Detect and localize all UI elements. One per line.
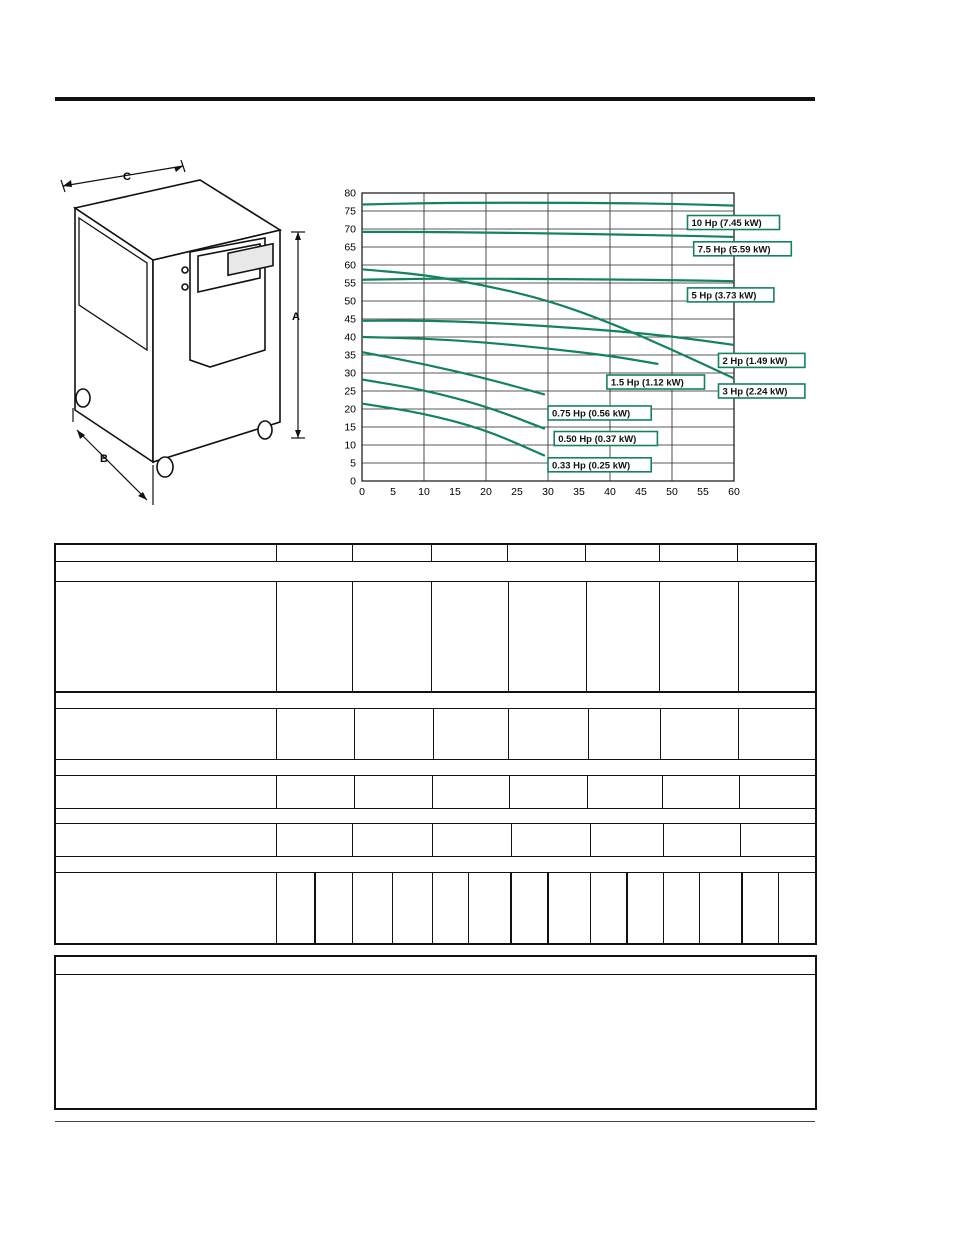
x-tick-label: 10: [418, 486, 430, 498]
x-tick-label: 0: [359, 486, 365, 498]
y-tick-label: 60: [344, 259, 356, 272]
series-label: [548, 458, 651, 472]
series-label-text: 10 Hp (7.45 kW): [691, 218, 762, 230]
series-label: [688, 216, 780, 230]
y-tick-label: 50: [344, 295, 356, 308]
x-tick-label: 60: [728, 486, 740, 498]
y-tick-label: 55: [344, 277, 356, 290]
chiller-unit-drawing: [55, 160, 315, 510]
y-tick-label: 0: [350, 475, 356, 488]
x-tick-label: 15: [449, 486, 461, 498]
series-label: [554, 432, 657, 446]
series-label: [694, 242, 792, 256]
y-tick-label: 40: [344, 331, 356, 344]
y-tick-label: 45: [344, 313, 356, 326]
series-label: [548, 406, 651, 420]
y-tick-label: 70: [344, 223, 356, 236]
dimension-label-a: A: [292, 311, 300, 323]
pump-curve-chart: [330, 185, 830, 505]
y-tick-label: 30: [344, 367, 356, 380]
series-label-text: 0.33 Hp (0.25 kW): [552, 460, 631, 472]
y-tick-label: 65: [344, 241, 356, 254]
y-tick-label: 15: [344, 421, 356, 434]
y-tick-label: 80: [344, 187, 356, 200]
series-label: [719, 384, 805, 398]
series-label-text: 0.75 Hp (0.56 kW): [552, 408, 631, 420]
y-tick-label: 10: [344, 439, 356, 452]
series-label: [688, 288, 774, 302]
y-tick-label: 25: [344, 385, 356, 398]
top-rule: [55, 97, 815, 101]
series-label-text: 3 Hp (2.24 kW): [722, 386, 788, 398]
dimension-label-b: B: [100, 453, 108, 465]
series-label: [607, 375, 705, 389]
x-tick-label: 55: [697, 486, 709, 498]
series-label-text: 7.5 Hp (5.59 kW): [697, 244, 771, 256]
x-tick-label: 25: [511, 486, 523, 498]
x-tick-label: 40: [604, 486, 616, 498]
series-label-text: 5 Hp (3.73 kW): [691, 290, 757, 302]
series-label-text: 2 Hp (1.49 kW): [722, 355, 788, 367]
series-label-text: 1.5 Hp (1.12 kW): [610, 377, 684, 389]
notes-box: [54, 955, 817, 1110]
specification-table: [54, 543, 817, 945]
y-tick-label: 5: [350, 457, 356, 470]
x-tick-label: 35: [573, 486, 585, 498]
y-tick-label: 35: [344, 349, 356, 362]
x-tick-label: 50: [666, 486, 678, 498]
x-tick-label: 30: [542, 486, 554, 498]
y-tick-label: 20: [344, 403, 356, 416]
y-tick-label: 75: [344, 205, 356, 218]
x-tick-label: 5: [390, 486, 396, 498]
bottom-rule: [55, 1121, 815, 1122]
x-tick-label: 20: [480, 486, 492, 498]
x-tick-label: 45: [635, 486, 647, 498]
series-label-text: 0.50 Hp (0.37 kW): [558, 434, 637, 446]
dimension-label-c: C: [123, 171, 131, 183]
series-label: [719, 353, 805, 367]
